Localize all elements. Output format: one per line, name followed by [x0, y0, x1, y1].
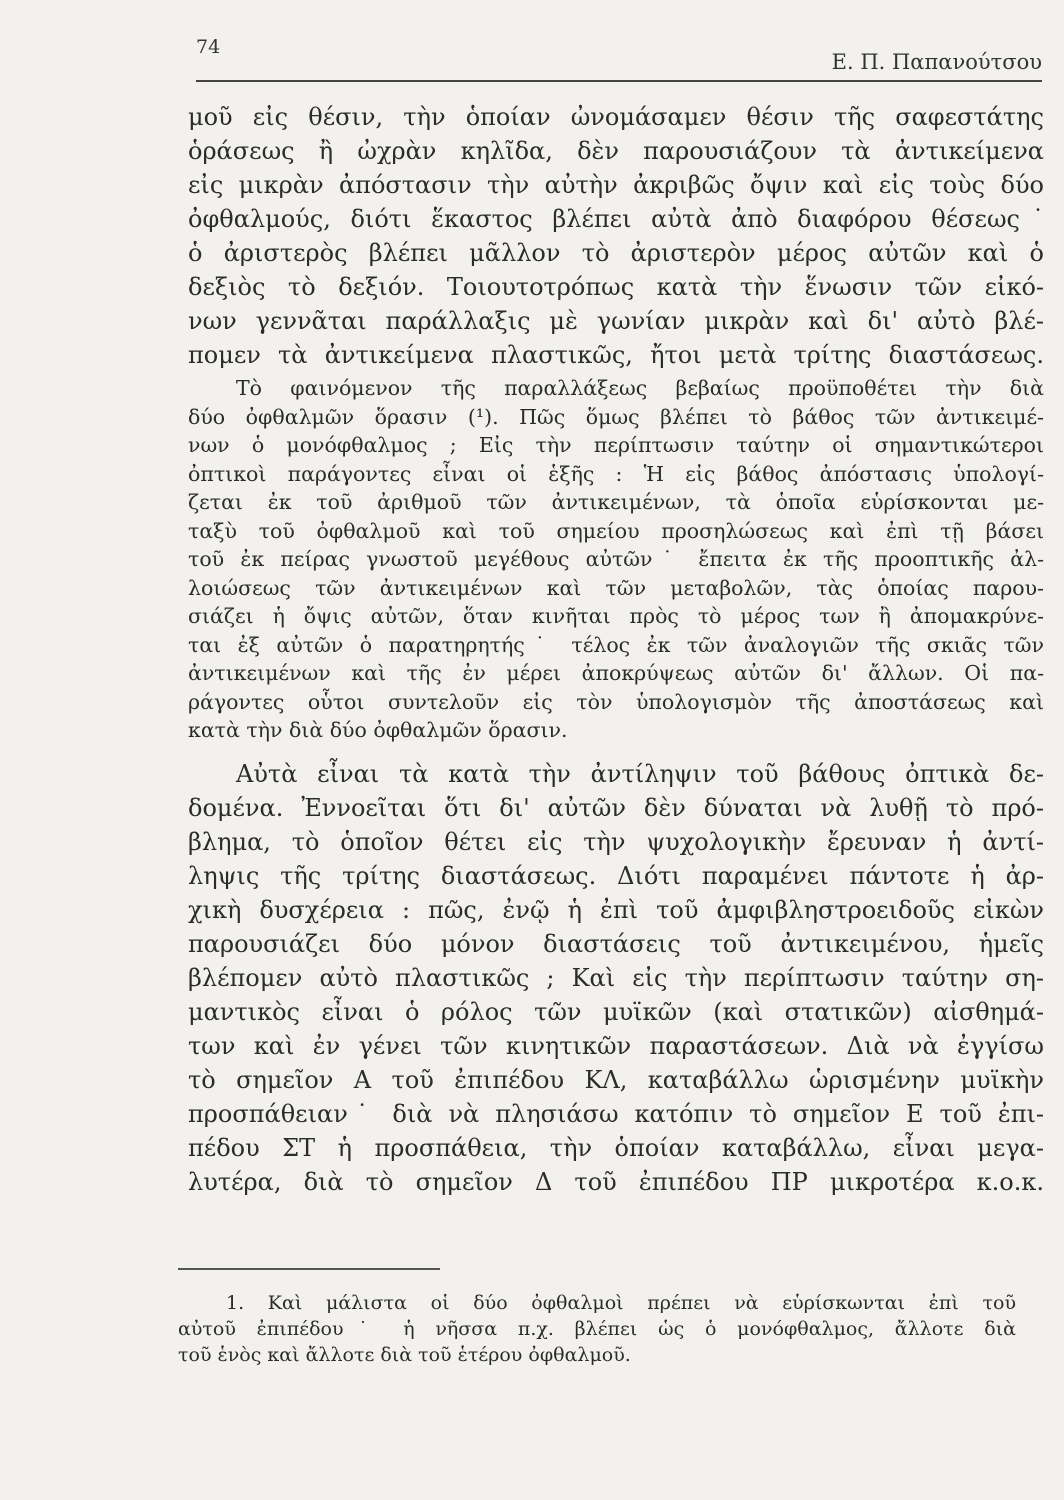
text-line: ὀπτικοὶ παράγοντες εἶναι οἱ ἑξῆς : Ἡ εἰς βάθος ἀπόστασις ὑπολογί-: [188, 461, 1044, 486]
body-text: [188, 100, 1044, 1199]
text-line: ληψις τῆς τρίτης διαστάσεως. Διότι παραμένει πάντοτε ἡ ἀρ-: [188, 861, 1044, 890]
text-line: μοῦ εἰς θέσιν, τὴν ὁποίαν ὠνομάσαμεν θέσιν τῆς σαφεστάτης: [188, 103, 1044, 131]
text-line: ται ἐξ αὐτῶν ὁ παρατηρητής˙ τέλος ἐκ τῶν ἀναλογιῶν τῆς σκιᾶς τῶν: [188, 632, 1044, 657]
text-line: βλημα, τὸ ὁποῖον θέτει εἰς τὴν ψυχολογικὴν ἔρευναν ἡ ἀντί-: [188, 827, 1044, 856]
text-line: ζεται ἐκ τοῦ ἀριθμοῦ τῶν ἀντικειμένων, τὰ ὁποῖα εὑρίσκονται με-: [188, 490, 1044, 514]
text-line: σιάζει ἡ ὄψις αὐτῶν, ὅταν κινῆται πρὸς τὸ μέρος των ἢ ἀπομακρύνε-: [188, 604, 1044, 628]
text-line: προσπάθειαν˙ διὰ νὰ πλησιάσω κατόπιν τὸ σημεῖον Ε τοῦ ἐπι-: [188, 1099, 1044, 1128]
text-line: δεξιὸς τὸ δεξιόν. Τοιουτοτρόπως κατὰ τὴν ἕνωσιν τῶν εἰκό-: [188, 273, 1044, 301]
text-line: νων γεννᾶται παράλλαξις μὲ γωνίαν μικρὰν καὶ δι' αὐτὸ βλέ-: [188, 307, 1044, 335]
text-line: χικὴ δυσχέρεια : πῶς, ἐνῷ ἡ ἐπὶ τοῦ ἀμφιβληστροειδοῦς εἰκὼν: [188, 895, 1044, 924]
text-line: πομεν τὰ ἀντικείμενα πλαστικῶς, ἤτοι μετὰ τρίτης διαστάσεως.: [188, 341, 1044, 369]
paragraph-3: [188, 757, 1044, 1199]
text-line: δομένα. Ἐννοεῖται ὅτι δι' αὐτῶν δὲν δύναται νὰ λυθῇ τὸ πρό-: [188, 793, 1044, 822]
text-line: νων ὁ μονόφθαλμος ; Εἰς τὴν περίπτωσιν ταύτην οἱ σημαντικώτεροι: [188, 433, 1044, 457]
text-line: των καὶ ἐν γένει τῶν κινητικῶν παραστάσεων. Διὰ νὰ ἐγγίσω: [188, 1031, 1044, 1060]
text-line: εἰς μικρὰν ἀπόστασιν τὴν αὐτὴν ἀκριβῶς ὄψιν καὶ εἰς τοὺς δύο: [188, 171, 1044, 199]
running-head: Ε. Π. Παπανούτσου: [831, 50, 1042, 74]
text-line: ράγοντες οὗτοι συντελοῦν εἰς τὸν ὑπολογισμὸν τῆς ἀποστάσεως καὶ: [188, 689, 1044, 714]
text-line: ὁράσεως ἢ ὠχρὰν κηλῖδα, δὲν παρουσιάζουν τὰ ἀντικείμενα: [188, 137, 1044, 165]
header-rule: [196, 80, 1042, 82]
paragraph-2: [188, 374, 1044, 745]
text-line: ταξὺ τοῦ ὀφθαλμοῦ καὶ τοῦ σημείου προσηλώσεως καὶ ἐπὶ τῇ βάσει: [188, 518, 1044, 543]
text-line: ἀντικειμένων καὶ τῆς ἐν μέρει ἀποκρύψεως αὐτῶν δι' ἄλλων. Οἱ πα-: [188, 661, 1044, 685]
text-line: ὁ ἀριστερὸς βλέπει μᾶλλον τὸ ἀριστερὸν μέρος αὐτῶν καὶ ὁ: [188, 239, 1044, 267]
text-line: πέδου ΣΤ ἡ προσπάθεια, τὴν ὁποίαν καταβάλλω, εἶναι μεγα-: [188, 1133, 1044, 1162]
page-header: [196, 30, 1042, 82]
footnote-line: αὐτοῦ ἐπιπέδου˙ ἡ νῆσσα π.χ. βλέπει ὡς ὁ μονόφθαλμος, ἄλλοτε διὰ: [178, 1318, 1016, 1340]
text-line: λυτέρα, διὰ τὸ σημεῖον Δ τοῦ ἐπιπέδου ΠΡ μικροτέρα κ.ο.κ.: [188, 1167, 1044, 1196]
footnote-line: 1. Καὶ μάλιστα οἱ δύο ὀφθαλμοὶ πρέπει νὰ εὑρίσκωνται ἐπὶ τοῦ: [226, 1292, 1016, 1314]
paragraph-1: [188, 100, 1044, 372]
footnote-rule: [178, 1268, 440, 1270]
text-line: Αὐτὰ εἶναι τὰ κατὰ τὴν ἀντίληψιν τοῦ βάθους ὀπτικὰ δε-: [236, 759, 1044, 788]
text-line: κατὰ τὴν διὰ δύο ὀφθαλμῶν ὅρασιν.: [188, 718, 568, 742]
text-line: παρουσιάζει δύο μόνον διαστάσεις τοῦ ἀντικειμένου, ἡμεῖς: [188, 929, 1044, 958]
text-line: λοιώσεως τῶν ἀντικειμένων καὶ τῶν μεταβολῶν, τὰς ὁποίας παρου-: [188, 575, 1044, 600]
text-line: βλέπομεν αὐτὸ πλαστικῶς ; Καὶ εἰς τὴν περίπτωσιν ταύτην ση-: [188, 963, 1044, 992]
text-line: Τὸ φαινόμενον τῆς παραλλάξεως βεβαίως προϋποθέτει τὴν διὰ: [236, 376, 1044, 400]
text-line: τὸ σημεῖον Α τοῦ ἐπιπέδου ΚΛ, καταβάλλω ὡρισμένην μυϊκὴν: [188, 1065, 1044, 1094]
text-line: δύο ὀφθαλμῶν ὅρασιν (¹). Πῶς ὅμως βλέπει τὸ βάθος τῶν ἀντικειμέ-: [188, 404, 1044, 429]
text-line: ὀφθαλμούς, διότι ἕκαστος βλέπει αὐτὰ ἀπὸ διαφόρου θέσεως˙: [188, 205, 1044, 233]
footnote-line: τοῦ ἑνὸς καὶ ἄλλοτε διὰ τοῦ ἑτέρου ὀφθαλμοῦ.: [178, 1344, 631, 1366]
page-number: 74: [196, 36, 221, 58]
footnotes: [178, 1290, 1016, 1368]
text-line: τοῦ ἐκ πείρας γνωστοῦ μεγέθους αὐτῶν˙ ἔπειτα ἐκ τῆς προοπτικῆς ἀλ-: [188, 547, 1044, 571]
text-line: μαντικὸς εἶναι ὁ ρόλος τῶν μυϊκῶν (καὶ στατικῶν) αἰσθημά-: [188, 997, 1044, 1026]
